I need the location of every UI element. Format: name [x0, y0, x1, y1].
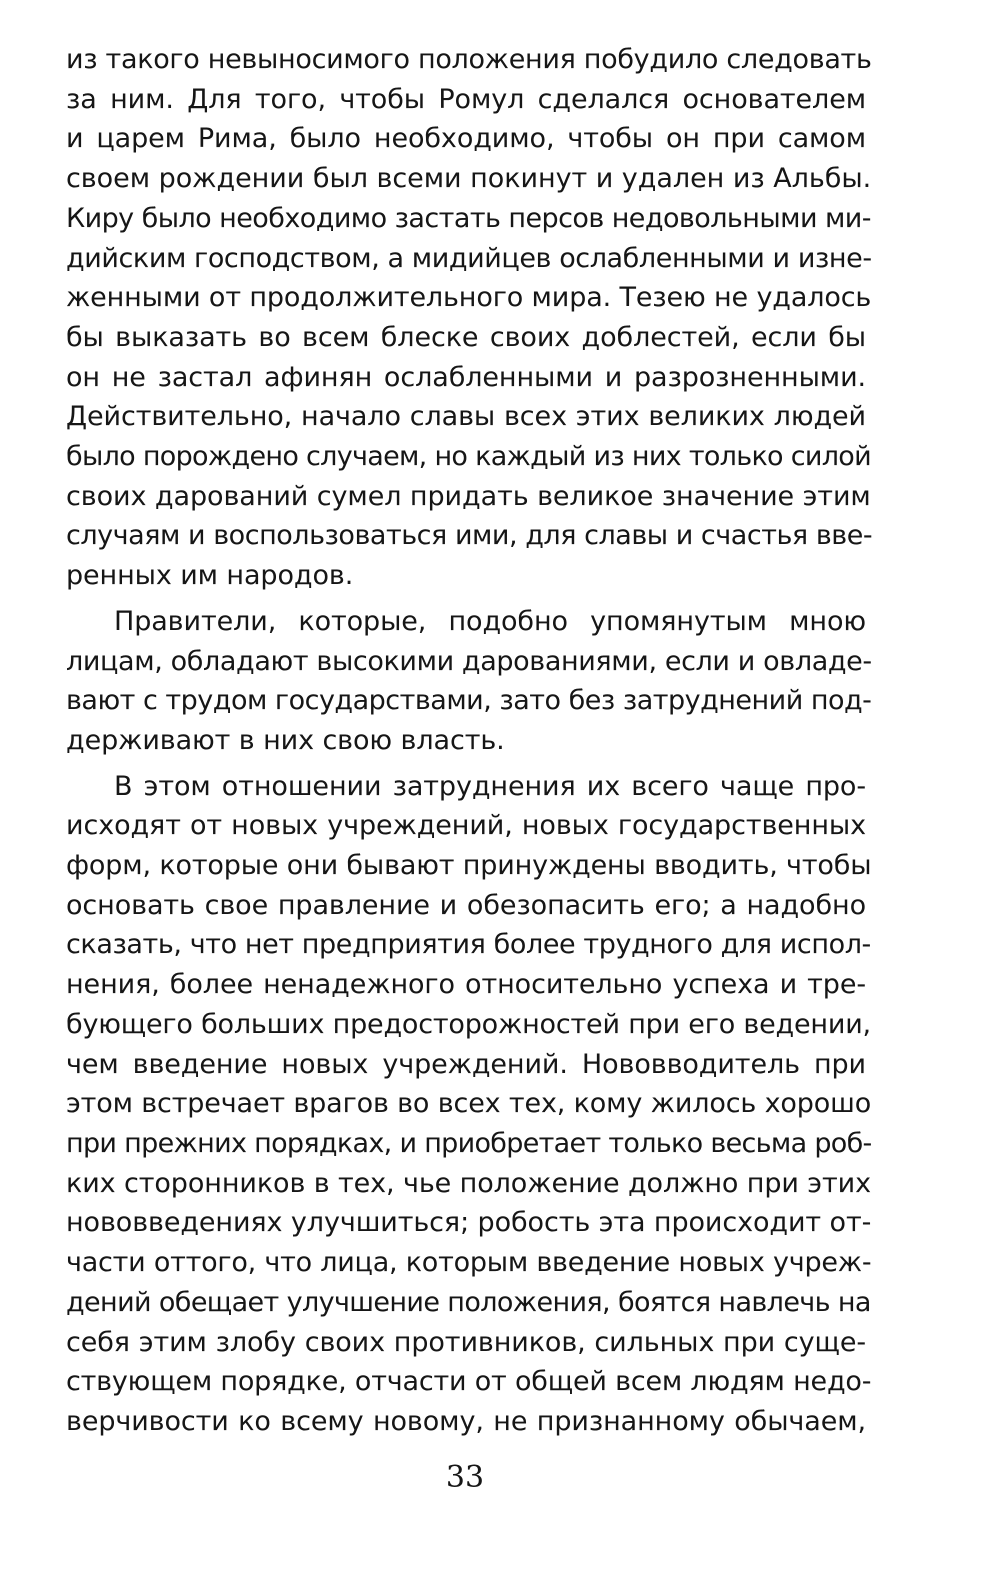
- text-line: Действительно, начало славы всех этих великих людей: [66, 401, 866, 433]
- text-line: нения, более ненадежного относительно успеха и тре-: [66, 969, 866, 1001]
- text-line: он не застал афинян ослабленными и разрозненными.: [66, 361, 866, 393]
- text-line: за ним. Для того, чтобы Ромул сделался основателем: [66, 83, 866, 115]
- text-line: своем рождении был всеми покинут и удален из Альбы.: [66, 163, 872, 195]
- page-number: 33: [445, 1460, 485, 1495]
- text-line: форм, которые они бывают принуждены вводить, чтобы: [66, 850, 872, 882]
- text-line: своих дарований сумел придать великое значение этим: [66, 480, 871, 512]
- text-line: ствующем порядке, отчасти от общей всем людям недо-: [66, 1366, 872, 1398]
- text-line: лицам, обладают высокими дарованиями, если и овладе-: [66, 645, 872, 677]
- text-line: Правители, которые, подобно упомянутым мною: [114, 605, 866, 637]
- text-line: Киру было необходимо застать персов недовольными ми-: [66, 202, 871, 234]
- text-line: себя этим злобу своих противников, сильных при суще-: [66, 1326, 866, 1358]
- text-line: нововведениях улучшиться; робость эта происходит от-: [66, 1207, 872, 1239]
- text-line: дийским господством, а мидийцев ослабленными и изне-: [66, 242, 872, 274]
- text-line: ренных им народов.: [66, 560, 354, 592]
- body-text: [66, 40, 873, 1442]
- text-line: чем введение новых учреждений. Нововводитель при: [66, 1048, 866, 1080]
- text-line: сказать, что нет предприятия более трудного для испол-: [66, 929, 871, 961]
- text-line: женными от продолжительного мира. Тезею не удалось: [66, 282, 872, 314]
- paragraph-3: [66, 767, 872, 1442]
- text-line: вают с трудом государствами, зато без затруднений под-: [66, 685, 872, 717]
- text-line: основать свое правление и обезопасить его; а надобно: [66, 889, 866, 921]
- text-line: В этом отношении затруднения их всего чаще про-: [114, 770, 866, 802]
- text-line: и царем Рима, было необходимо, чтобы он при самом: [66, 123, 866, 155]
- text-line: держивают в них свою власть.: [66, 724, 505, 756]
- text-line: исходят от новых учреждений, новых государственных: [66, 810, 866, 842]
- text-line: этом встречает врагов во всех тех, кому жилось хорошо: [66, 1088, 872, 1120]
- text-line: части оттого, что лица, которым введение новых учреж-: [66, 1247, 872, 1279]
- text-line: верчивости ко всему новому, не признанному обычаем,: [66, 1405, 866, 1437]
- text-line: из такого невыносимого положения побудило следовать: [66, 44, 872, 75]
- paragraph-2: [66, 602, 872, 761]
- paragraph-1: [66, 40, 873, 596]
- text-line: случаям и воспользоваться ими, для славы и счастья вве-: [66, 520, 873, 552]
- text-line: бы выказать во всем блеске своих доблестей, если бы: [66, 321, 866, 353]
- text-line: ких сторонников в тех, чье положение должно при этих: [66, 1167, 871, 1199]
- text-line: бующего больших предосторожностей при его ведении,: [66, 1008, 871, 1040]
- text-line: было порождено случаем, но каждый из них только силой: [66, 441, 871, 473]
- text-line: при прежних порядках, и приобретает только весьма роб-: [66, 1127, 872, 1159]
- text-line: дений обещает улучшение положения, боятся навлечь на: [66, 1286, 871, 1318]
